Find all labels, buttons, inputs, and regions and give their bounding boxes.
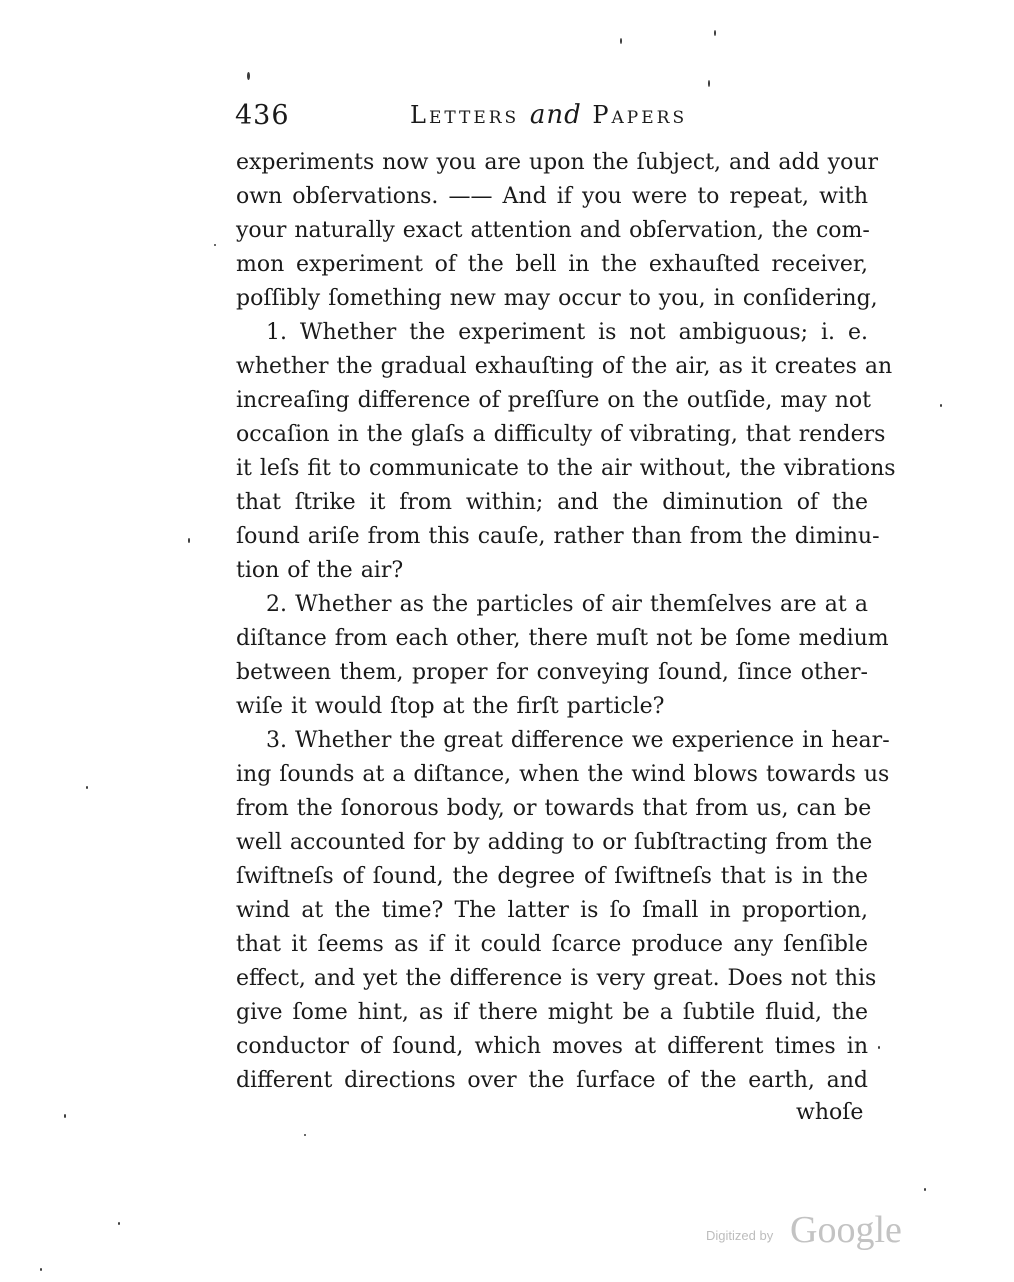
scan-speck — [118, 1222, 120, 1225]
page-header — [235, 96, 865, 136]
watermark-logo: Google — [790, 1209, 902, 1251]
text-line: poſſibly ſomething new may occur to you, in conſidering, — [236, 286, 878, 311]
scan-speck — [64, 1114, 66, 1118]
scan-speck — [188, 538, 190, 543]
text-line: wiſe it would ſtop at the firſt particle? — [236, 694, 665, 719]
text-line: own obſervations. —— And if you were to repeat, with — [236, 184, 868, 209]
digitized-watermark — [706, 1208, 926, 1258]
running-head-letters: Letters — [410, 101, 520, 129]
text-line: 2. Whether as the particles of air themſelves are at a — [266, 592, 868, 617]
text-line: that it ſeems as if it could ſcarce produce any ſenſible — [236, 932, 868, 957]
running-head-papers: Papers — [592, 101, 688, 129]
text-line: your naturally exact attention and obſervation, the com- — [236, 218, 870, 243]
text-line: conductor of ſound, which moves at different times in — [236, 1034, 868, 1059]
text-line: whether the gradual exhauſting of the air, as it creates an — [236, 354, 893, 379]
running-head — [410, 100, 687, 130]
text-line: well accounted for by adding to or ſubſtracting from the — [236, 830, 873, 855]
text-line: effect, and yet the difference is very great. Does not this — [236, 966, 877, 991]
scan-speck — [214, 244, 216, 246]
text-line: from the ſonorous body, or towards that from us, can be — [236, 796, 872, 821]
scan-speck — [620, 38, 622, 44]
text-line: 3. Whether the great difference we experience in hear- — [266, 728, 890, 753]
scan-speck — [940, 404, 942, 407]
text-line: between them, proper for conveying ſound, ſince other- — [236, 660, 868, 685]
body-text — [236, 146, 896, 1098]
text-line: wind at the time? The latter is ſo ſmall in proportion, — [236, 898, 868, 923]
scan-speck — [40, 1268, 42, 1271]
text-line: increaſing difference of preſſure on the outſide, may not — [236, 388, 871, 413]
page-number: 436 — [235, 100, 290, 131]
watermark-prefix: Digitized by — [706, 1228, 774, 1243]
scan-speck — [247, 72, 250, 80]
text-line: that ſtrike it from within; and the diminution of the — [236, 490, 868, 515]
scan-speck — [924, 1188, 926, 1191]
scan-speck — [86, 786, 88, 789]
text-line: it leſs fit to communicate to the air without, the vibrations — [236, 456, 896, 481]
scan-speck — [708, 80, 710, 87]
scan-speck — [304, 1134, 306, 1136]
text-line: ſound ariſe from this cauſe, rather than from the diminu- — [236, 524, 880, 549]
catchword: whoſe — [796, 1100, 864, 1125]
running-head-and: and — [529, 100, 582, 130]
text-line: ſwiftneſs of ſound, the degree of ſwiftneſs that is in the — [236, 864, 868, 889]
text-line: different directions over the ſurface of the earth, and — [236, 1068, 868, 1093]
text-line: ing ſounds at a diſtance, when the wind blows towards us — [236, 762, 890, 787]
text-line: tion of the air? — [236, 558, 404, 583]
text-line: occaſion in the glaſs a difficulty of vibrating, that renders — [236, 422, 886, 447]
text-line: 1. Whether the experiment is not ambiguous; i. e. — [266, 320, 868, 345]
text-line: experiments now you are upon the ſubject, and add your — [236, 150, 879, 175]
text-line: diſtance from each other, there muſt not be ſome medium — [236, 626, 889, 651]
text-line: mon experiment of the bell in the exhauſted receiver, — [236, 252, 868, 277]
scan-speck — [878, 1046, 880, 1049]
text-line: give ſome hint, as if there might be a ſubtile fluid, the — [236, 1000, 868, 1025]
scan-speck — [714, 30, 716, 36]
